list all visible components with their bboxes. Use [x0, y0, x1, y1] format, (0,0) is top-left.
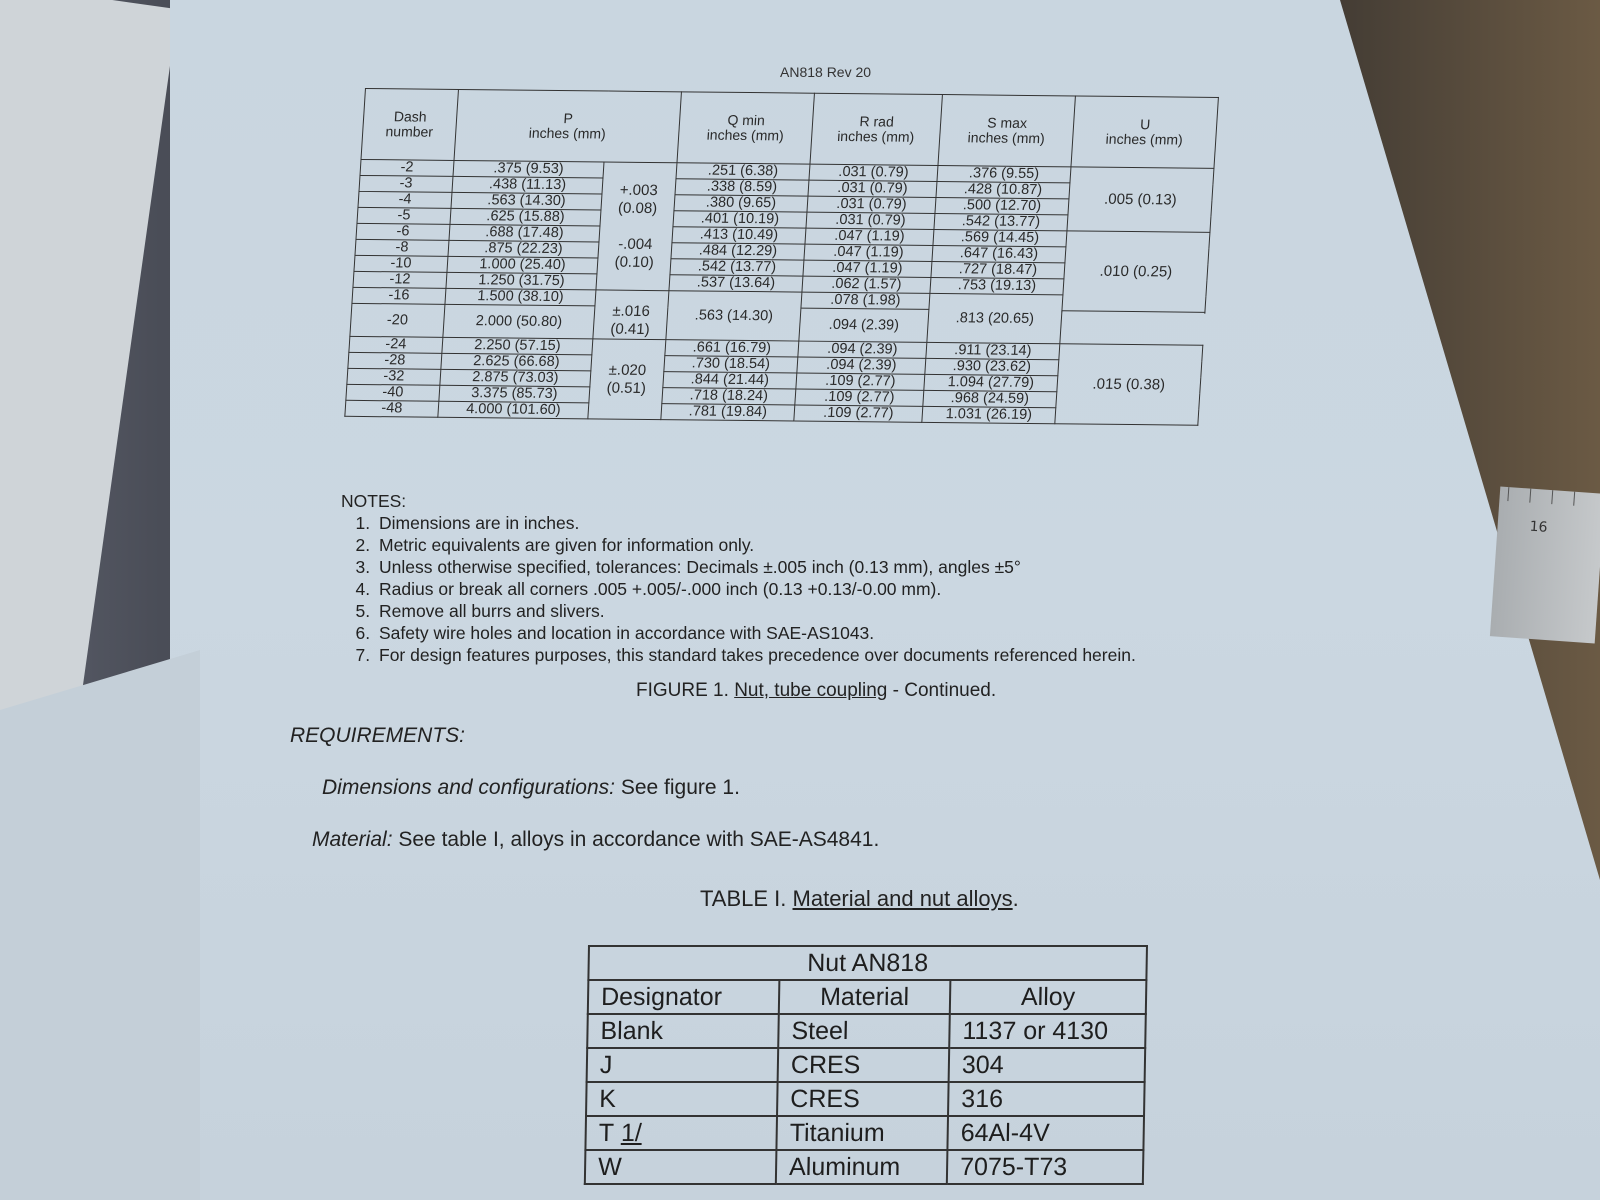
s-cell: .542 (13.77)	[934, 213, 1068, 230]
table-title: Material and nut alloys	[792, 886, 1013, 911]
q-cell: .563 (14.30)	[666, 291, 802, 341]
header-dash: Dash number	[361, 89, 458, 161]
material-cell: CRES	[777, 1082, 949, 1116]
s-cell: .569 (14.45)	[933, 229, 1067, 246]
s-cell: 1.094 (27.79)	[924, 374, 1058, 391]
dash-cell: -48	[345, 400, 439, 417]
designator-cell: W	[585, 1150, 777, 1184]
q-cell: .661 (16.79)	[665, 340, 799, 357]
q-cell: .251 (6.38)	[676, 163, 810, 180]
dash-cell: -10	[354, 255, 448, 272]
table-row	[585, 1116, 1144, 1150]
figure-caption: FIGURE 1. Nut, tube coupling - Continued.	[636, 680, 997, 701]
p-cell: 2.875 (73.03)	[440, 369, 591, 387]
header-p: P inches (mm)	[454, 89, 681, 162]
q-cell: .781 (19.84)	[661, 404, 795, 421]
p-cell: 1.500 (38.10)	[445, 288, 596, 306]
header-q: Q min inches (mm)	[677, 92, 814, 164]
s-cell: 1.031 (26.19)	[922, 406, 1056, 423]
note-item: 1. Dimensions are in inches.	[375, 512, 1136, 534]
dash-cell: -2	[360, 159, 454, 176]
q-cell: .542 (13.77)	[670, 259, 804, 276]
s-cell: .968 (24.59)	[923, 390, 1057, 407]
s-cell: .911 (23.14)	[926, 342, 1060, 359]
designator-cell: J	[587, 1048, 779, 1082]
s-cell: .376 (9.55)	[937, 166, 1071, 183]
footnote-ref: 1/	[620, 1119, 643, 1147]
designator-cell: K	[586, 1082, 778, 1116]
ruler-mark: 16	[1529, 518, 1548, 536]
notes-heading: NOTES:	[341, 491, 407, 511]
requirements-heading: REQUIREMENTS:	[290, 724, 466, 747]
r-cell: .109 (2.77)	[796, 373, 925, 390]
dash-cell: -6	[356, 223, 450, 240]
dash-cell: -32	[347, 368, 441, 385]
p-cell: 2.625 (66.68)	[441, 353, 592, 371]
s-cell: .753 (19.13)	[930, 277, 1064, 294]
r-cell: .031 (0.79)	[808, 180, 937, 197]
q-cell: .844 (21.44)	[663, 372, 797, 389]
q-cell: .413 (10.49)	[672, 227, 806, 244]
material-cell: Aluminum	[776, 1150, 948, 1184]
p-cell: 2.250 (57.15)	[442, 337, 593, 355]
table-row	[586, 1082, 1145, 1116]
dash-cell: -16	[352, 287, 446, 304]
note-item: 3. Unless otherwise specified, tolerances: Decimals ±.005 inch (0.13 mm), angles ±5°	[375, 556, 1136, 578]
r-cell: .109 (2.77)	[795, 389, 924, 406]
p-cell: .438 (11.13)	[452, 176, 603, 194]
dimension-header-row	[361, 89, 1218, 169]
note-item: 6. Safety wire holes and location in accordance with SAE-AS1043.	[375, 622, 1136, 644]
alloy-cell: 7075-T73	[947, 1150, 1144, 1184]
p-cell: .375 (9.53)	[453, 160, 604, 178]
note-item: 4. Radius or break all corners .005 +.005/-.000 inch (0.13 +0.13/-0.00 mm).	[375, 578, 1136, 600]
s-cell: .428 (10.87)	[936, 181, 1070, 198]
table-row	[587, 1048, 1146, 1082]
header-material: Material	[779, 980, 951, 1014]
r-cell: .062 (1.57)	[802, 276, 931, 293]
r-cell: .031 (0.79)	[809, 164, 938, 181]
p-cell: 3.375 (85.73)	[439, 385, 590, 403]
q-cell: .484 (12.29)	[671, 243, 805, 260]
header-s: S max inches (mm)	[938, 95, 1075, 167]
r-cell: .109 (2.77)	[794, 405, 923, 422]
tolerance-cell: ±.016 (0.41)	[593, 290, 669, 340]
header-designator: Designator	[588, 980, 780, 1014]
q-cell: .338 (8.59)	[675, 179, 809, 196]
r-cell: .047 (1.19)	[804, 244, 933, 261]
p-cell: .875 (22.23)	[448, 240, 599, 258]
r-cell: .047 (1.19)	[803, 260, 932, 277]
designator-cell: T 1/	[585, 1116, 777, 1150]
note-item: 2. Metric equivalents are given for information only.	[375, 534, 1136, 556]
material-cell: Steel	[778, 1014, 950, 1048]
tolerance-cell: +.003 (0.08) -.004 (0.10)	[596, 162, 677, 291]
u-cell: .015 (0.38)	[1055, 344, 1203, 425]
dash-cell: -4	[358, 191, 452, 208]
r-cell: .094 (2.39)	[797, 357, 926, 374]
alloy-cell: 64Al-4V	[947, 1116, 1144, 1150]
q-cell: .401 (10.19)	[673, 211, 807, 228]
material-table	[584, 945, 1148, 1185]
material-title-row	[588, 946, 1147, 980]
p-cell: .625 (15.88)	[450, 208, 601, 226]
s-cell: .500 (12.70)	[935, 197, 1069, 214]
r-cell: .031 (0.79)	[806, 212, 935, 229]
p-cell: 1.250 (31.75)	[446, 272, 597, 290]
q-cell: .380 (9.65)	[674, 195, 808, 212]
dash-cell: -3	[359, 175, 453, 192]
material-header-row	[588, 980, 1147, 1014]
dash-cell: -5	[357, 207, 451, 224]
r-cell: .094 (2.39)	[799, 308, 929, 342]
q-cell: .537 (13.64)	[669, 275, 803, 292]
p-cell: 1.000 (25.40)	[447, 256, 598, 274]
r-cell: .031 (0.79)	[807, 196, 936, 213]
dash-cell: -28	[348, 352, 442, 369]
material-table-title: Nut AN818	[588, 946, 1147, 980]
u-cell: .010 (0.25)	[1062, 231, 1210, 312]
alloy-cell: 304	[949, 1048, 1146, 1082]
note-item: 7. For design features purposes, this standard takes precedence over documents referenced herein.	[375, 644, 1136, 666]
material-cell: Titanium	[776, 1116, 948, 1150]
dash-cell: -12	[353, 271, 447, 288]
p-cell: 2.000 (50.80)	[443, 304, 595, 339]
notes-section	[335, 490, 1136, 666]
s-cell: .930 (23.62)	[925, 358, 1059, 375]
dash-cell: -24	[349, 336, 443, 353]
table-caption: TABLE I. Material and nut alloys.	[700, 886, 1019, 911]
p-cell: .688 (17.48)	[449, 224, 600, 242]
q-cell: .730 (18.54)	[664, 356, 798, 373]
header-r: R rad inches (mm)	[810, 93, 942, 165]
s-cell: .647 (16.43)	[932, 245, 1066, 262]
dimension-table	[344, 88, 1219, 426]
alloy-cell: 1137 or 4130	[949, 1014, 1146, 1048]
header-alloy: Alloy	[950, 980, 1147, 1014]
alloy-cell: 316	[948, 1082, 1145, 1116]
figure-title: Nut, tube coupling	[734, 680, 888, 701]
s-cell: .727 (18.47)	[931, 261, 1065, 278]
material-cell: CRES	[778, 1048, 950, 1082]
p-cell: .563 (14.30)	[451, 192, 602, 210]
dash-cell: -20	[350, 303, 445, 337]
table-row	[587, 1014, 1146, 1048]
table-row	[585, 1150, 1144, 1184]
designator-cell: Blank	[587, 1014, 779, 1048]
document-header: AN818 Rev 20	[780, 64, 872, 80]
r-cell: .094 (2.39)	[798, 341, 927, 358]
p-cell: 4.000 (101.60)	[438, 401, 589, 419]
q-cell: .718 (18.24)	[662, 388, 796, 405]
requirement-material: Material: See table I, alloys in accordance with SAE-AS4841.	[312, 828, 880, 851]
header-u: U inches (mm)	[1071, 96, 1218, 168]
dash-cell: -40	[346, 384, 440, 401]
r-cell: .078 (1.98)	[801, 292, 930, 309]
notes-list	[335, 512, 1136, 666]
r-cell: .047 (1.19)	[805, 228, 934, 245]
requirement-dimensions: Dimensions and configurations: See figure 1.	[322, 776, 740, 799]
u-cell: .005 (0.13)	[1067, 167, 1214, 232]
s-cell: .813 (20.65)	[927, 293, 1063, 343]
note-item: 5. Remove all burrs and slivers.	[375, 600, 1136, 622]
dash-cell: -8	[355, 239, 449, 256]
tolerance-cell: ±.020 (0.51)	[588, 339, 666, 420]
